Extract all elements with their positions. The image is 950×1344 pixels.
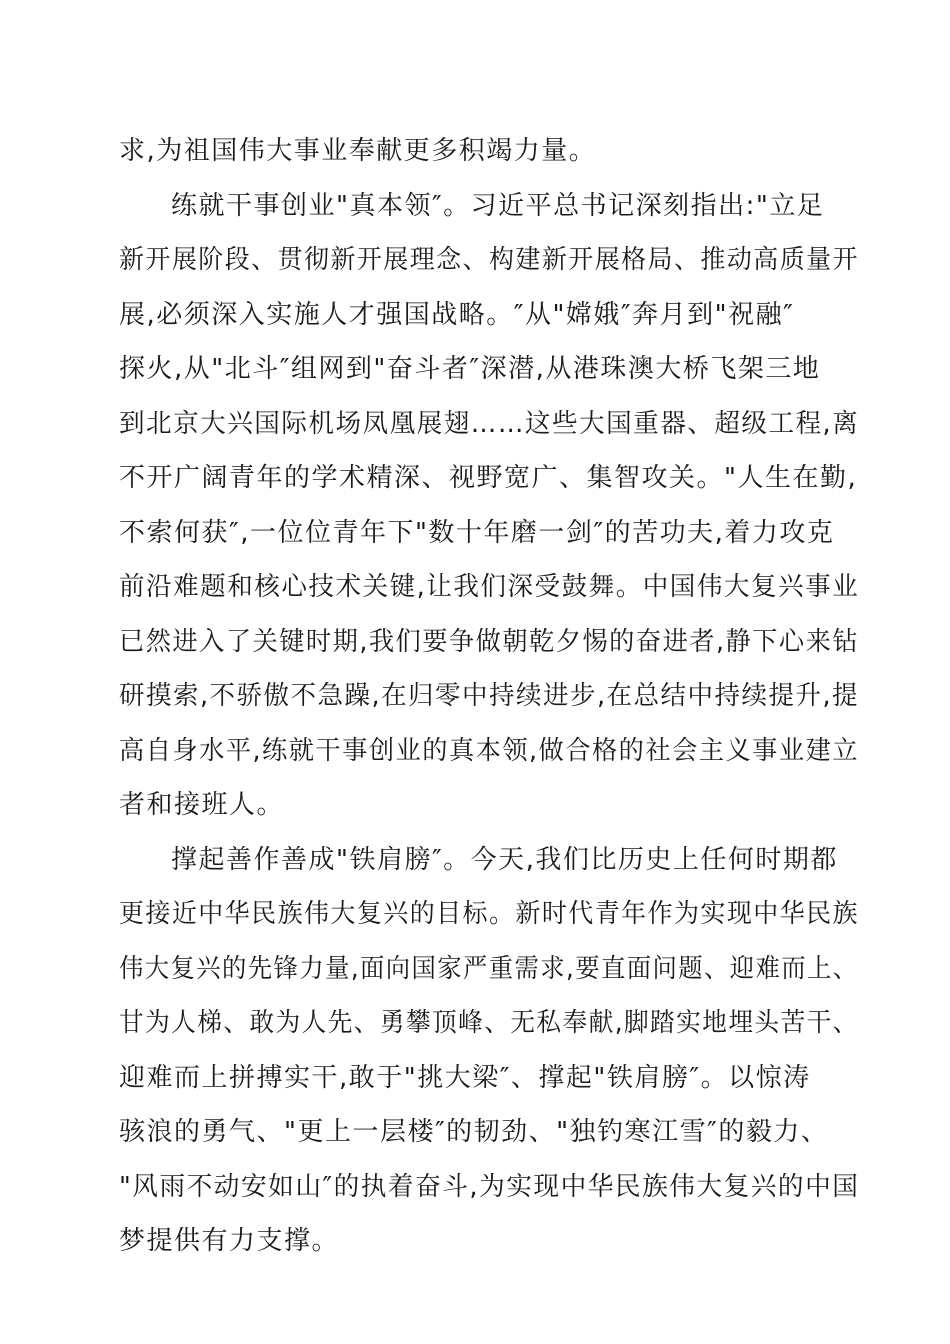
text-line: 撑起善作善成"铁肩膀″。今天,我们比历史上任何时期都 (171, 844, 838, 875)
text-line: 新开展阶段、贯彻新开展理念、构建新开展格局、推动高质量开 (119, 245, 859, 275)
document-body (119, 124, 859, 1269)
text-line: 到北京大兴国际机场凤凰展翅……这些大国重器、超级工程,离 (119, 408, 860, 439)
text-line: 骇浪的勇气、"更上一层楼″的韧劲、"独钓寒江雪″的毅力、 (119, 1117, 829, 1147)
text-line: 甘为人梯、敢为人先、勇攀顶峰、无私奉献,脚踏实地埋头苦干、 (119, 1008, 859, 1038)
text-line: "风雨不动安如山″的执着奋斗,为实现中华民族伟大复兴的中国 (119, 1171, 860, 1202)
text-line: 展,必须深入实施人才强国战略。″从"嫦娥″奔月到"祝融″ (119, 299, 795, 330)
text-line: 探火,从"北斗″组网到"奋斗者″深潜,从港珠澳大桥飞架三地 (119, 354, 821, 384)
text-line: 更接近中华民族伟大复兴的目标。新时代青年作为实现中华民族 (119, 899, 859, 929)
text-line: 不索何获″,一位位青年下"数十年磨一剑″的苦功夫,着力攻克 (119, 517, 835, 548)
text-line: 前沿难题和核心技术关键,让我们深受鼓舞。中国伟大复兴事业 (119, 572, 860, 602)
text-line: 练就干事创业"真本领″。习近平总书记深刻指出:"立足 (171, 190, 825, 221)
text-line: 求,为祖国伟大事业奉献更多积竭力量。 (119, 136, 597, 166)
text-line: 伟大复兴的先锋力量,面向国家严重需求,要直面问题、迎难而上、 (119, 953, 859, 984)
text-line: 研摸索,不骄傲不急躁,在归零中持续进步,在总结中持续提升,提 (119, 681, 860, 711)
text-line: 不开广阔青年的学术精深、视野宽广、集智攻关。"人生在勤, (119, 463, 858, 493)
text-line: 迎难而上拼搏实干,敢于"挑大梁″、撑起"铁肩膀″。以惊涛 (119, 1062, 811, 1093)
text-line: 者和接班人。 (119, 790, 285, 820)
text-line: 已然进入了关键时期,我们要争做朝乾夕惕的奋进者,静下心来钻 (119, 626, 860, 657)
text-line: 梦提供有力支撑。 (119, 1226, 340, 1256)
text-line: 高自身水平,练就干事创业的真本领,做合格的社会主义事业建立 (119, 735, 860, 766)
